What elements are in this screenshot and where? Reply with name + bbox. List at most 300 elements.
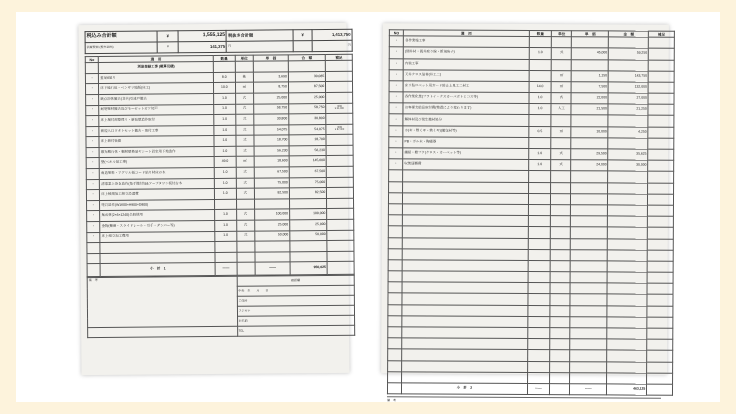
cell-unit-price — [571, 182, 608, 193]
cell-description: 床上履付部整理リ・新貼壁造作取付 — [99, 115, 214, 127]
cell-description: 床上積場加工組立設置費 — [100, 189, 215, 201]
cell-quantity — [215, 242, 236, 253]
cell-no — [388, 260, 402, 271]
cell-unit: 式 — [236, 167, 255, 178]
cell-unit: ㎡ — [552, 70, 572, 81]
confirmation-date: 中央 年 月 日 — [237, 286, 355, 297]
cell-quantity: 1.0 — [214, 167, 235, 178]
cell-description: 既存浴体撤去(非共)引違戸撤去 — [99, 93, 214, 105]
cell-description: 解体材及び発生撤材処分 — [403, 114, 528, 126]
cell-no — [388, 282, 402, 293]
subtotal-no — [87, 264, 100, 277]
cell-unit: 式 — [551, 149, 571, 160]
cell-description — [403, 193, 528, 205]
cell-amount — [608, 238, 648, 249]
cell-note — [326, 92, 353, 103]
cell-note — [327, 198, 354, 209]
cell-no: ・ — [87, 222, 100, 233]
cell-amount: 132,000 — [608, 82, 648, 93]
cell-description — [403, 215, 528, 227]
cell-note — [648, 116, 674, 127]
cell-note — [326, 113, 353, 124]
cell-note — [648, 205, 674, 216]
cell-unit: 人工 — [551, 104, 571, 115]
cell-no: ・ — [389, 47, 403, 58]
cell-quantity — [528, 294, 551, 305]
cell-unit: 式 — [235, 125, 254, 136]
cell-unit-price — [571, 261, 608, 272]
cell-note — [649, 60, 675, 71]
cell-quantity: 1.0 — [214, 114, 235, 125]
cell-description: 各作業化業(ブラトイ・クスカーバボトミコス等) — [403, 92, 528, 104]
cell-note — [648, 138, 674, 149]
cell-unit-price: 30,800 — [254, 114, 289, 125]
cell-description — [402, 349, 527, 361]
right-items-table — [387, 29, 675, 396]
cell-unit-price — [570, 317, 607, 328]
cell-quantity: 1.0 — [528, 160, 551, 171]
cell-quantity — [528, 227, 551, 238]
cell-note — [648, 239, 674, 250]
cell-unit: 式 — [236, 231, 255, 242]
cell-note — [326, 82, 353, 93]
cell-unit — [551, 171, 571, 182]
cell-quantity — [527, 328, 550, 339]
cell-unit-price: 18,700 — [254, 135, 289, 146]
cell-amount: 27,000 — [608, 93, 648, 104]
cell-quantity: 1.0 — [214, 125, 235, 136]
cell-amount: 50,000 — [290, 230, 327, 241]
cell-no: ・ — [389, 148, 403, 159]
cell-unit-price: 25,000 — [254, 93, 289, 104]
cell-unit-price: 56,230 — [254, 146, 289, 157]
cell-unit-price — [572, 59, 609, 70]
col-description: 適 用 — [99, 55, 214, 62]
cell-unit: 式 — [235, 104, 254, 115]
cell-note — [327, 188, 354, 199]
cell-unit-price: 24,000 — [571, 160, 608, 171]
cell-no: ・ — [85, 73, 98, 84]
cell-no: ・ — [87, 211, 100, 222]
cell-unit-price: 29,500 — [571, 149, 608, 160]
cell-description: 収集運搬費 — [403, 159, 528, 171]
cell-no — [388, 316, 402, 327]
cell-unit-price: 21,500 — [571, 104, 608, 115]
cell-description — [402, 372, 527, 384]
section-no — [85, 63, 98, 74]
cell-description — [402, 304, 527, 316]
confirmation-furigana: フジガナ — [237, 306, 355, 317]
cell-no — [388, 271, 402, 282]
col-no: NO — [389, 30, 403, 36]
col-unit: 単位 — [235, 55, 254, 61]
cell-amount: 82,500 — [289, 188, 326, 199]
cell-unit — [236, 199, 255, 210]
cell-note — [647, 295, 673, 306]
cell-quantity: 0.5 — [528, 126, 551, 137]
section-amount — [288, 61, 325, 72]
cell-unit — [551, 238, 571, 249]
cell-note: 室場 ¥ 87,000 — [326, 124, 353, 135]
cell-unit-price — [571, 238, 608, 249]
cell-description: 床上組立加工費用 — [100, 231, 215, 243]
cell-unit-price: 58,750 — [254, 103, 289, 114]
cell-unit — [550, 361, 570, 372]
cell-no — [388, 349, 402, 360]
cell-description — [402, 237, 527, 249]
cell-note — [647, 317, 673, 328]
cell-description — [402, 249, 527, 261]
confirmation-box — [87, 275, 356, 338]
col-note: 補足 — [649, 31, 675, 37]
cell-no: ・ — [389, 114, 403, 125]
subtotal-note — [647, 384, 673, 395]
unit-right-label: 円 — [312, 40, 352, 51]
cell-description: 新規入口ワタトセット撤去・取付工事 — [99, 125, 214, 137]
right-table-foot — [387, 383, 672, 396]
cell-unit-price: 7,500 — [571, 82, 608, 93]
cell-no — [388, 248, 402, 259]
cell-quantity: 1.0 — [529, 48, 552, 59]
cell-unit: ㎡ — [551, 126, 571, 137]
cell-quantity — [528, 193, 551, 204]
cell-quantity: 1.0 — [529, 104, 552, 115]
cell-unit — [550, 350, 570, 361]
cell-note — [648, 82, 674, 93]
cell-no: ・ — [389, 92, 403, 103]
cell-amount: 75,000 — [289, 177, 326, 188]
currency-mark-3: ¥ — [157, 42, 178, 53]
cell-unit-price: 10,000 — [571, 126, 608, 137]
cell-unit: 式 — [235, 93, 254, 104]
cell-amount: 18,700 — [289, 135, 326, 146]
cell-amount: 100,000 — [289, 209, 326, 220]
cell-unit-price — [570, 361, 607, 372]
cell-amount: 25,000 — [290, 220, 327, 231]
cell-quantity — [527, 372, 550, 383]
cell-quantity — [528, 283, 551, 294]
cell-unit: 式 — [552, 48, 572, 59]
cell-no: ・ — [389, 137, 403, 148]
cell-unit-price — [570, 305, 607, 316]
cell-amount — [607, 283, 647, 294]
cell-no: ・ — [86, 147, 99, 158]
subtotal-excluding-tax-value: 1,413,750 — [312, 29, 352, 40]
cell-unit — [552, 59, 572, 70]
cell-unit — [551, 272, 571, 283]
cell-unit: 式 — [236, 146, 255, 157]
cell-unit — [550, 339, 570, 350]
cell-unit-price: 1,150 — [572, 70, 609, 81]
cell-unit: 式 — [236, 210, 255, 221]
cell-amount: 54,075 — [289, 124, 326, 135]
cell-amount — [607, 373, 647, 384]
col-quantity: 数量 — [529, 31, 552, 37]
cell-note — [648, 216, 674, 227]
cell-note — [648, 71, 674, 82]
cell-no: ・ — [86, 190, 99, 201]
cell-no — [389, 170, 403, 181]
confirmation-name: お名前 — [237, 316, 355, 327]
cell-unit-price: 8,750 — [254, 82, 289, 93]
section-qty — [213, 61, 234, 72]
cell-amount — [607, 350, 647, 361]
cell-unit — [551, 137, 571, 148]
cell-note — [326, 156, 353, 167]
cell-unit-price — [571, 216, 608, 227]
cell-no — [388, 193, 402, 204]
cell-no: ・ — [86, 94, 99, 105]
blank-cell-header — [293, 41, 312, 52]
left-header-totals — [85, 29, 353, 54]
cell-amount — [608, 261, 648, 272]
cell-amount — [609, 59, 649, 70]
cell-unit-price — [570, 339, 607, 350]
cell-quantity: 1.0 — [214, 93, 235, 104]
cell-description — [402, 360, 527, 372]
cell-quantity — [528, 216, 551, 227]
cell-description — [403, 204, 528, 216]
cell-no — [388, 338, 402, 349]
cell-description: 集成材(2×6×1240)全般使用 — [100, 210, 215, 222]
cell-description: 各作業施工事 — [404, 36, 529, 48]
cell-unit — [550, 328, 570, 339]
cell-no: ・ — [389, 159, 403, 170]
cell-no — [87, 253, 100, 264]
cell-description — [402, 282, 527, 294]
cell-unit-price: 100,000 — [255, 209, 290, 220]
cell-no: ・ — [86, 169, 99, 180]
cell-unit-price — [571, 138, 608, 149]
col-note: 補足 — [326, 54, 353, 60]
cell-description: 繊紹・雑ブク(クロス・カーペット等) — [403, 148, 528, 160]
cell-quantity: 1.0 — [215, 231, 236, 242]
cell-quantity — [528, 249, 551, 260]
total-including-tax-value: 1,555,125 — [178, 30, 226, 41]
cell-unit: 式 — [236, 220, 255, 231]
cell-quantity — [529, 59, 552, 70]
confirmation-tel: TEL — [237, 326, 355, 337]
cell-unit-price — [570, 372, 607, 383]
cell-amount: 143,750 — [609, 71, 649, 82]
subtotal-unit — [550, 384, 570, 395]
cell-description — [402, 260, 527, 272]
cell-note — [648, 93, 674, 104]
cell-quantity: 1.0 — [215, 220, 236, 231]
cell-quantity — [528, 204, 551, 215]
confirmation-title: 確認欄 — [237, 276, 355, 287]
right-table-body — [388, 36, 675, 384]
cell-quantity — [527, 361, 550, 372]
cell-amount: 87,500 — [288, 82, 325, 93]
cell-unit-price — [570, 294, 607, 305]
subtotal-amount: 463,125 — [607, 384, 647, 395]
cell-description: 金物(棚番・スライドレール・引手・ダンパー等) — [100, 221, 215, 233]
cell-note — [648, 127, 674, 138]
cell-unit: 式 — [236, 178, 255, 189]
cell-no: ・ — [389, 69, 403, 80]
cell-description — [403, 226, 528, 238]
cell-note — [327, 209, 354, 220]
left-items-table — [85, 54, 355, 278]
cell-unit-price — [570, 272, 607, 283]
cell-quantity — [527, 350, 550, 361]
tax-unit-label: 円 — [227, 41, 294, 53]
cell-no: ・ — [87, 200, 100, 211]
remarks-label-right: 備 考 — [387, 396, 661, 403]
cell-description: PB・ボル木・陶磁器 — [403, 137, 528, 149]
cell-note — [647, 373, 673, 384]
cell-no: ・ — [86, 116, 99, 127]
cell-unit: 株 — [235, 72, 254, 83]
cell-unit — [550, 305, 570, 316]
cell-description: 角造塗料・アグリル板コード貼り材床の木 — [100, 168, 215, 180]
cell-amount: 56,230 — [289, 145, 326, 156]
cell-unit: 式 — [551, 160, 571, 171]
cell-note — [327, 219, 354, 230]
cell-note — [647, 362, 673, 373]
cell-note — [648, 160, 674, 171]
cell-no: ・ — [86, 179, 99, 190]
cell-amount: 30,085 — [288, 71, 325, 82]
cell-unit-price — [255, 241, 290, 252]
cell-unit-price — [571, 115, 608, 126]
cell-unit — [550, 372, 570, 383]
cell-quantity — [528, 182, 551, 193]
cell-description: お客様支給品取付費(物置により変わります) — [403, 103, 528, 115]
cell-unit-price: 54,075 — [254, 125, 289, 136]
cell-note — [648, 250, 674, 261]
cell-note — [327, 177, 354, 188]
col-unit: 単位 — [552, 31, 572, 37]
cell-no: ・ — [86, 137, 99, 148]
cell-unit-price: 22,000 — [571, 93, 608, 104]
section-unit — [235, 61, 254, 72]
cell-unit-price: 45,000 — [572, 48, 609, 59]
cell-unit-price — [571, 227, 608, 238]
cell-unit — [236, 241, 255, 252]
cell-note — [647, 339, 673, 350]
cell-quantity — [215, 199, 236, 210]
col-description: 適 用 — [404, 30, 529, 37]
cell-description: ホ(ギ・敷くギ・敷くギ)(撤包材等) — [403, 125, 528, 137]
cell-note: 室場 ¥ 64,000 — [326, 103, 353, 114]
cell-quantity — [215, 252, 236, 263]
cell-quantity — [528, 137, 551, 148]
cell-quantity: 1.0 — [215, 210, 236, 221]
cell-no: ・ — [389, 103, 403, 114]
cell-unit — [551, 115, 571, 126]
cell-unit-price: 3,690 — [254, 72, 289, 83]
cell-no: ・ — [389, 81, 403, 92]
cell-no — [388, 237, 402, 248]
cell-amount — [607, 317, 647, 328]
cell-amount — [608, 115, 648, 126]
cell-description: 耐塗壁材撤去及びモーゼットガケ切戸 — [99, 104, 214, 116]
cell-no — [388, 293, 402, 304]
subtotal-note — [327, 262, 354, 275]
cell-description: 重量б屋り — [99, 72, 214, 84]
consumption-tax-value: 141,375 — [179, 41, 227, 52]
subtotal-qty: —— — [215, 263, 236, 276]
cell-quantity: 1.0 — [529, 93, 552, 104]
cell-description — [403, 170, 528, 182]
currency-mark-2: ¥ — [293, 30, 312, 41]
cell-unit — [551, 205, 571, 216]
cell-no — [388, 360, 402, 371]
cell-unit — [550, 316, 570, 327]
cell-note — [327, 251, 354, 262]
cell-description: 塗具造作(W1600×H900×D800) — [100, 199, 215, 211]
label-subtotal-excluding-tax: 税抜き合計額 — [227, 30, 294, 42]
cell-unit — [550, 283, 570, 294]
cell-description: 清事業上巻き造作(角手撤付加&アーブタワン板付古木 — [100, 178, 215, 190]
cell-quantity: 1.0 — [214, 104, 235, 115]
cell-description — [402, 293, 527, 305]
cell-quantity: 1.0 — [214, 136, 235, 147]
cell-amount — [608, 250, 648, 261]
cell-note — [326, 71, 353, 82]
cell-unit: 式 — [235, 135, 254, 146]
col-amount: 金 額 — [609, 31, 649, 37]
col-quantity: 数量 — [213, 55, 234, 61]
cell-no — [388, 215, 402, 226]
cell-no: ・ — [389, 36, 403, 47]
cell-amount: 145,600 — [289, 156, 326, 167]
cell-description: 床下地石垣・ベンギリ地版(床工) — [99, 83, 214, 95]
remarks-label-left: 備 考 — [87, 277, 237, 328]
cell-unit-price: 82,500 — [255, 188, 290, 199]
cell-unit — [236, 252, 255, 263]
cell-unit-price — [570, 283, 607, 294]
subtotal-qty: —— — [527, 383, 550, 394]
cell-quantity: 1.0 — [214, 178, 235, 189]
cell-no: ・ — [85, 84, 98, 95]
cell-unit — [551, 216, 571, 227]
cell-description: 壁(ベネル貼工事) — [99, 157, 214, 169]
cell-no: ・ — [86, 105, 99, 116]
cell-unit-price — [571, 193, 608, 204]
subtotal-unit — [237, 263, 256, 276]
col-unit-price: 単 価 — [572, 31, 609, 37]
cell-unit: ㎡ — [236, 157, 255, 168]
cell-note — [647, 283, 673, 294]
cell-amount — [607, 294, 647, 305]
cell-unit-price: 75,000 — [255, 177, 290, 188]
cell-amount — [289, 198, 326, 209]
cell-unit-price: 50,000 — [255, 230, 290, 241]
cell-unit: 式 — [235, 114, 254, 125]
cell-note — [648, 194, 674, 205]
subtotal-no — [387, 383, 401, 394]
col-unit-price: 単 価 — [253, 55, 288, 61]
cell-quantity: 1.0 — [214, 146, 235, 157]
cell-amount: 21,250 — [608, 104, 648, 115]
cell-note — [647, 328, 673, 339]
cell-unit-price — [255, 252, 290, 263]
cell-no — [388, 204, 402, 215]
cell-note — [326, 145, 353, 156]
cell-no: ・ — [87, 232, 100, 243]
cell-unit-price: 25,000 — [255, 220, 290, 231]
cell-unit-price — [572, 37, 609, 48]
label-total-including-tax: 税込み合計額 — [85, 31, 157, 43]
cell-note — [648, 183, 674, 194]
cell-unit-price — [571, 249, 608, 260]
cell-description: 敷布敷行体・輻射壁換貼ヤシート設定用下地造作 — [99, 146, 214, 158]
cell-note — [648, 104, 674, 115]
cell-quantity — [529, 37, 552, 48]
